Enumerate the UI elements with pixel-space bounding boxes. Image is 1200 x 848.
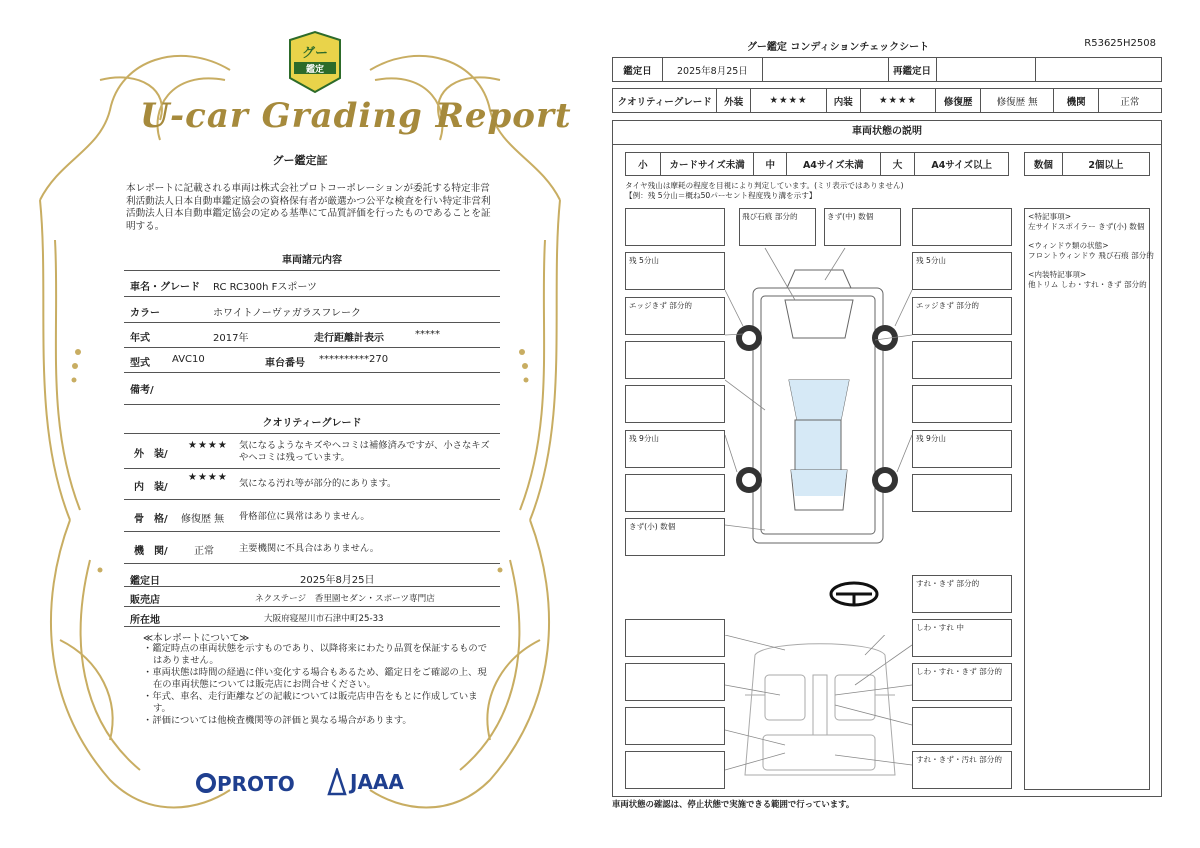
legend-medium: 中 [754,153,787,176]
empty-cell [1036,58,1162,82]
model-code-label: 型式 [130,358,150,369]
exterior-text: 気になるようなキズやヘコミは補修済みですが、小さなキズやヘコミは残っています。 [239,440,490,463]
notice-item: ・ 鑑定時点の車両状態を示すものであり、以降将来にわたり品質を保証するものではありません。 [143,643,493,667]
steering-damage-label: すれ・きず 部分的 [916,579,980,588]
tire-rear-left-label: 残 9分山 [629,434,660,443]
notice-item: ・ 年式、車名、走行距離などの記載については販売店申告をもとに作成しています。 [143,691,493,715]
certificate-title: グー鑑定証 [272,154,328,167]
tire-rear-right-label: 残 9分山 [916,434,947,443]
divider [124,296,500,297]
chassis-label: 車台番号 [265,358,305,369]
interior-label: 内 装/ [134,482,168,493]
interior-label: 内装 [826,89,860,113]
damage-box [912,385,1012,423]
chassis-value: **********270 [319,354,389,365]
damage-box [912,707,1012,745]
divider [124,347,500,348]
reappraisal-label: 再鑑定日 [888,58,936,82]
model-code-value: AVC10 [172,354,205,365]
notice-item: ・ 評価については他検査機関等の評価と異なる場合があります。 [143,715,493,727]
car-name-label: 車名・グレード [130,282,200,293]
mid-damage-label: しわ・すれ・きず 部分的 [916,667,1002,676]
frame-text: 骨格部位に異常はありません。 [239,511,370,522]
appraisal-date-label: 鑑定日 [130,576,160,587]
exterior-stars: ★★★★ [751,89,827,113]
damage-box [625,208,725,246]
interior-stars: ★★★★ [860,89,936,113]
rear-damage-label: すれ・きず・汚れ 部分的 [916,755,1002,764]
car-name-value: RC RC300h Fスポーツ [213,282,317,293]
frame-value: 修復歴 無 [181,514,225,525]
seat-damage-label: しわ・すれ 中 [916,623,964,632]
sheet-footer: 車両状態の確認は、停止状態で実施できる範囲で行っています。 [612,799,855,809]
top-mid-1-label: 飛び石痕 部分的 [742,212,798,221]
remarks-label: 備考/ [130,385,154,396]
damage-box [625,707,725,745]
window-heading: <ウィンドウ類の状態> [1028,241,1109,250]
odometer-value: ***** [415,329,440,340]
interior-stars: ★★★★ [188,472,228,483]
exterior-label: 外装 [717,89,751,113]
quality-row [612,88,1162,113]
interior-heading: <内装特記事項> [1028,270,1087,279]
engine-value: 正常 [194,546,214,557]
tire-note: タイヤ残山は摩耗の程度を目視により判定しています。(ミリ表示ではありません) [625,181,904,190]
jaaa-logo-icon [327,768,347,796]
damage-box [625,474,725,512]
empty-cell [762,58,888,82]
special-notes-box [1024,208,1150,790]
count-legend [1024,152,1150,176]
steering-wheel-icon [828,580,880,608]
proto-logo: PROTO [217,772,295,796]
tire-example: 【例：残 5分山＝概ね50パーセント程度残り溝を示す】 [625,191,817,200]
notice-list [143,643,493,727]
legend-large-desc: A4サイズ以上 [915,153,1009,176]
damage-box [912,474,1012,512]
sheet-title: グー鑑定 コンディションチェックシート [746,42,930,53]
engine-value: 正常 [1098,89,1161,113]
notice-item: ・ 車両状態は時間の経過に伴い変化する場合もあるため、鑑定日をご確認の上、現在の車両状態については販売店にお問合せください。 [143,667,493,691]
specs-heading: 車両諸元内容 [282,255,342,266]
proto-logo-icon [196,771,216,795]
edge-left-label: エッジきず 部分的 [629,301,693,310]
divider [124,372,500,373]
year-value: 2017年 [213,333,249,344]
legend-large: 大 [880,153,915,176]
engine-label: 機 関/ [134,546,168,557]
dealer-value: ネクステージ 香里園セダン・スポーツ専門店 [255,594,435,604]
divider [124,468,500,469]
condition-heading: 車両状態の説明 [612,120,1162,145]
odometer-label: 走行距離計表示 [314,333,384,344]
interior-value: 他トリム しわ・すれ・きず 部分的 [1028,280,1147,289]
damage-box [625,385,725,423]
car-top-view-diagram [725,240,915,560]
color-value: ホワイトノーヴァガラスフレーク [213,308,361,319]
window-value: フロントウィンドウ 飛び石痕 部分的 [1028,251,1154,260]
divider [124,404,500,405]
color-label: カラー [130,308,160,319]
divider [124,270,500,271]
bottom-left-label: きず(小) 数個 [629,522,676,531]
damage-box [625,341,725,379]
report-id: R53625H2508 [1084,38,1156,49]
legend-small-desc: カードサイズ未満 [660,153,754,176]
appraisal-date-value: 2025年8月25日 [300,575,375,586]
reappraisal-value [936,58,1036,82]
notice-heading: ≪本レポートについて≫ [143,633,250,644]
condition-check-sheet [600,0,1200,848]
tire-front-left-label: 残 5分山 [629,256,660,265]
date-value: 2025年8月25日 [662,58,762,82]
year-label: 年式 [130,333,150,344]
address-label: 所在地 [130,615,160,626]
divider [124,499,500,500]
emblem-bottom-text: 鑑定 [305,65,324,75]
quality-heading: クオリティーグレード [262,418,362,429]
interior-text: 気になる汚れ等が部分的にあります。 [239,478,397,489]
top-mid-2-label: きず(中) 数個 [827,212,874,221]
script-title: U-car Grading Report [140,96,572,136]
dealer-label: 販売店 [130,595,160,606]
address-value: 大阪府寝屋川市石津中町25-33 [264,614,384,624]
repair-label: 修復歴 [936,89,980,113]
divider [124,606,500,607]
damage-box [912,208,1012,246]
appraisal-date-row [612,57,1162,82]
divider [124,563,500,564]
damage-box [625,619,725,657]
car-interior-diagram [725,635,912,785]
special-heading: <特記事項> [1028,212,1072,221]
frame-label: 骨 格/ [134,514,168,525]
legend-small: 小 [626,153,661,176]
date-label: 鑑定日 [613,58,663,82]
edge-right-label: エッジきず 部分的 [916,301,980,310]
exterior-stars: ★★★★ [188,440,228,451]
divider [124,322,500,323]
exterior-label: 外 装/ [134,449,168,460]
engine-text: 主要機関に不具合はありません。 [239,543,380,554]
damage-box [625,751,725,789]
legend-medium-desc: A4サイズ未満 [787,153,881,176]
divider [124,531,500,532]
damage-box [625,663,725,701]
size-legend [625,152,1009,176]
divider [124,586,500,587]
special-value: 左サイドスポイラー きず(小) 数個 [1028,222,1145,231]
certificate-intro: 本レポートに記載される車両は株式会社プロトコーポレーションが委託する特定非営利活動法人日本自動車鑑定協会の資格保有者が厳選かつ公平な検査を行い特定非営利活動法人日本自動車鑑定協会の定める基準にて品質評価を行ったものであることを証明する。 [126,183,491,232]
divider [124,626,500,627]
legend-count-desc: 2個以上 [1062,153,1149,176]
repair-value: 修復歴 無 [980,89,1054,113]
damage-box [912,341,1012,379]
engine-label: 機関 [1054,89,1098,113]
legend-count: 数個 [1025,153,1063,176]
emblem-top-text: グー [301,46,328,61]
divider [124,433,500,434]
tire-front-right-label: 残 5分山 [916,256,947,265]
quality-label: クオリティーグレード [613,89,717,113]
jaaa-logo: JAAA [350,770,404,794]
